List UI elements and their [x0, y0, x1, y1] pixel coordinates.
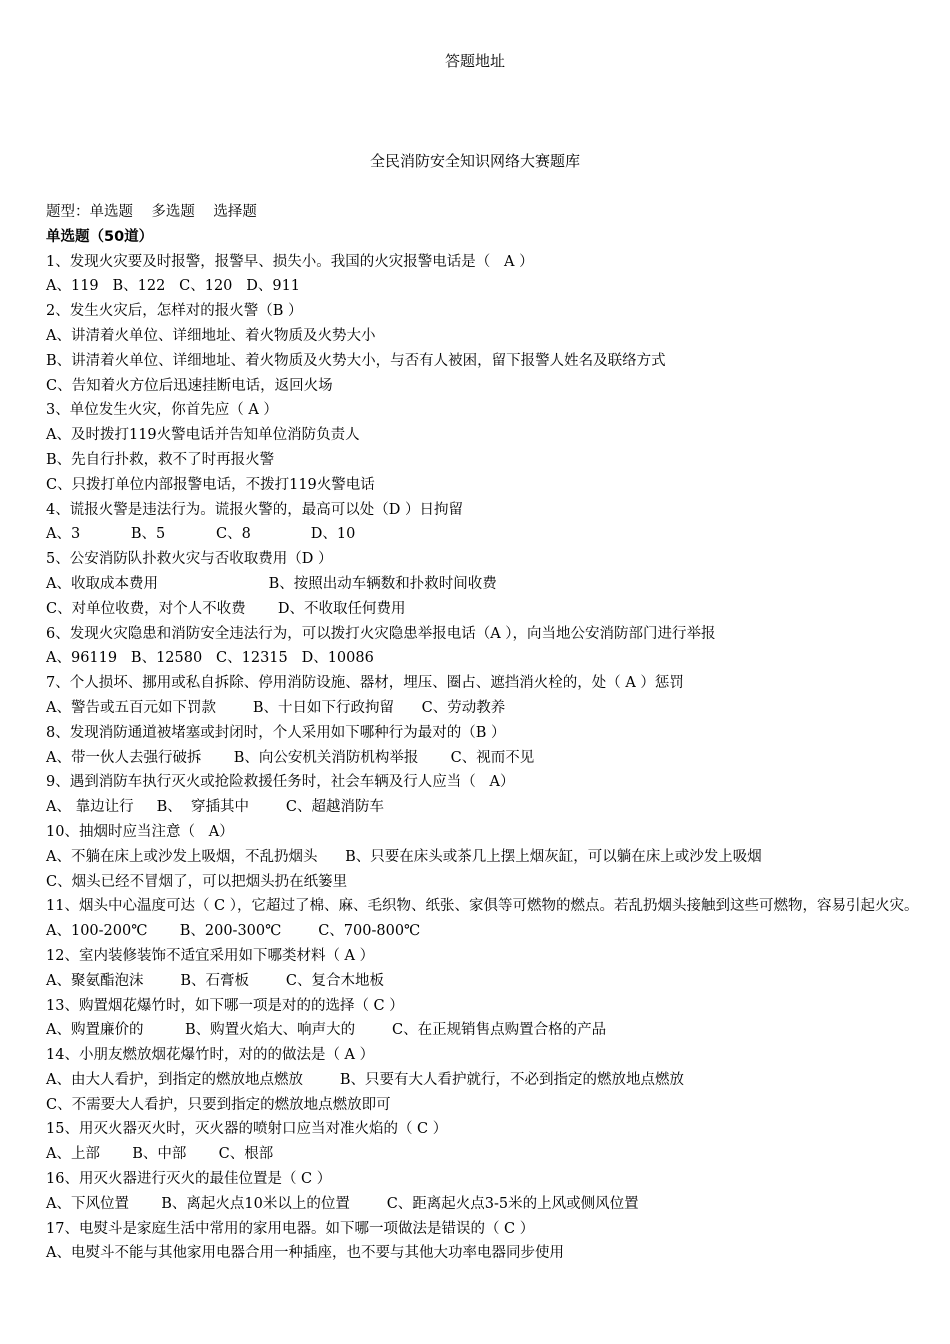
question-line: 11、烟头中心温度可达（ C ），它超过了棉、麻、毛织物、纸张、家俱等可燃物的燃点。若乱扔烟头接触到这些可燃物，容易引起火灾。: [46, 898, 919, 915]
option-line: A、聚氨酯泡沫 B、石膏板 C、复合木地板: [46, 972, 384, 989]
option-line: A、带一伙人去强行破拆 B、向公安机关消防机构举报 C、视而不见: [46, 749, 535, 766]
question-line: 10、抽烟时应当注意（ A）: [46, 823, 234, 840]
option-line: A、下风位置 B、离起火点10米以上的位置 C、距离起火点3-5米的上风或侧风位置: [46, 1195, 639, 1212]
option-line: A、上部 B、中部 C、根部: [46, 1146, 274, 1163]
option-line: A、3 B、5 C、8 D、10: [46, 526, 356, 543]
option-line: C、告知着火方位后迅速挂断电话，返回火场: [46, 377, 333, 394]
question-line: 3、单位发生火灾，你首先应（ A ）: [46, 402, 278, 419]
option-line: A、不躺在床上或沙发上吸烟，不乱扔烟头 B、只要在床头或茶几上摆上烟灰缸，可以躺在床上或沙发上吸烟: [46, 848, 762, 865]
question-bank-content: [46, 200, 926, 1266]
question-line: 2、发生火灾后，怎样对的报火警（B ）: [46, 303, 303, 320]
answer-address-link[interactable]: 答题地址: [444, 52, 505, 70]
option-line: A、警告或五百元如下罚款 B、十日如下行政拘留 C、劳动教养: [46, 699, 506, 716]
option-line: A、96119 B、12580 C、12315 D、10086: [46, 650, 374, 667]
question-line: 9、遇到消防车执行灭火或抢险救援任务时，社会车辆及行人应当（ A）: [46, 774, 515, 791]
option-line: B、先自行扑救，救不了时再报火警: [46, 451, 275, 468]
option-line: A、收取成本费用 B、按照出动车辆数和扑救时间收费: [46, 575, 497, 592]
option-line: B、讲清着火单位、详细地址、着火物质及火势大小，与否有人被困，留下报警人姓名及联络方式: [46, 352, 666, 369]
option-line: A、100-200℃ B、200-300℃ C、700-800℃: [46, 923, 421, 940]
option-line: A、购置廉价的 B、购置火焰大、响声大的 C、在正规销售点购置合格的产品: [46, 1022, 607, 1039]
option-line: A、由大人看护，到指定的燃放地点燃放 B、只要有大人看护就行，不必到指定的燃放地点燃放: [46, 1071, 684, 1088]
option-line: A、电熨斗不能与其他家用电器合用一种插座，也不要与其他大功率电器同步使用: [46, 1245, 564, 1262]
question-line: 5、公安消防队扑救火灾与否收取费用（D ）: [46, 551, 333, 568]
question-line: 17、电熨斗是家庭生活中常用的家用电器。如下哪一项做法是错误的（ C ）: [46, 1220, 535, 1237]
question-line: 15、用灭火器灭火时，灭火器的喷射口应当对准火焰的（ C ）: [46, 1121, 448, 1138]
question-line: 12、室内装修装饰不适宜采用如下哪类材料（ A ）: [46, 947, 375, 964]
option-line: A、 靠边让行 B、 穿插其中 C、超越消防车: [46, 799, 384, 816]
question-line: 7、个人损坏、挪用或私自拆除、停用消防设施、器材，埋压、圈占、遮挡消火栓的，处（ A ）惩罚: [46, 675, 684, 692]
section-heading: 单选题（50道）: [46, 228, 154, 245]
question-line: 8、发现消防通道被堵塞或封闭时，个人采用如下哪种行为最对的（B ）: [46, 724, 506, 741]
option-line: C、只拨打单位内部报警电话，不拨打119火警电话: [46, 476, 375, 493]
option-line: A、119 B、122 C、120 D、911: [46, 278, 301, 295]
question-line: 16、用灭火器进行灭火的最佳位置是（ C ）: [46, 1171, 332, 1188]
option-line: A、及时拨打119火警电话并告知单位消防负责人: [46, 427, 360, 444]
question-line: 4、谎报火警是违法行为。谎报火警的，最高可以处（D ）日拘留: [46, 501, 463, 518]
question-line: 13、购置烟花爆竹时，如下哪一项是对的的选择（ C ）: [46, 997, 404, 1014]
option-line: C、对单位收费，对个人不收费 D、不收取任何费用: [46, 600, 406, 617]
option-line: C、烟头已经不冒烟了，可以把烟头扔在纸篓里: [46, 873, 348, 890]
option-line: A、讲清着火单位、详细地址、着火物质及火势大小: [46, 327, 376, 344]
document-title: 全民消防安全知识网络大赛题库: [369, 152, 580, 170]
question-types-line: 题型：单选题 多选题 选择题: [46, 204, 257, 220]
question-line: 1、发现火灾要及时报警，报警早、损失小。我国的火灾报警电话是（ A ）: [46, 253, 534, 270]
option-line: C、不需要大人看护，只要到指定的燃放地点燃放即可: [46, 1096, 391, 1113]
question-line: 6、发现火灾隐患和消防安全违法行为，可以拨打火灾隐患举报电话（A ），向当地公安消防部门进行举报: [46, 625, 716, 642]
question-line: 14、小朋友燃放烟花爆竹时，对的的做法是（ A ）: [46, 1047, 375, 1064]
